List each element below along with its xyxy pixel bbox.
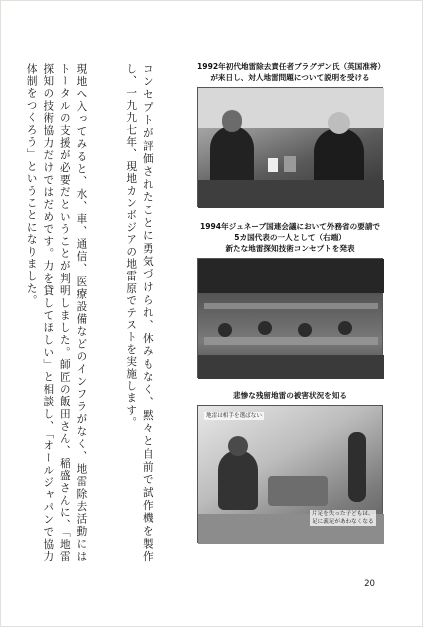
caption-line: 1992年初代地雷除去責任者ブラグデン氏（英国准将） xyxy=(197,62,386,71)
photo-inner-label: 地雷は相手を選ばない xyxy=(206,413,262,419)
photo-floor xyxy=(198,355,384,379)
flag-shape xyxy=(284,156,296,172)
caption-line: 悲惨な残留地雷の被害状況を知る xyxy=(233,391,347,400)
vertical-body-text xyxy=(25,63,189,563)
attendee xyxy=(258,321,272,335)
attendee xyxy=(338,321,352,335)
flag-shape xyxy=(268,158,278,172)
photo-caption xyxy=(197,390,383,401)
photo-column xyxy=(197,61,386,543)
person-head xyxy=(328,112,350,134)
child-figure xyxy=(218,450,258,510)
caption-line: 1994年ジュネーブ国連会議において外務省の要請で xyxy=(199,222,381,231)
photo-caption xyxy=(197,221,383,254)
caption-line: が来日し、対人地雷問題について説明を受ける xyxy=(210,73,370,82)
attendee xyxy=(298,323,312,337)
person-silhouette xyxy=(210,126,254,186)
meeting-photo xyxy=(197,87,383,207)
conference-photo xyxy=(197,258,383,378)
child-head xyxy=(228,436,248,456)
landmine-victims-photo xyxy=(197,405,383,543)
conference-desk xyxy=(204,303,378,309)
photo-inner-label: 片足を失った子どもは、 足に義足があわなくなる xyxy=(312,511,374,525)
person-head xyxy=(222,110,242,132)
person-silhouette xyxy=(314,128,364,186)
photo-table xyxy=(198,180,384,208)
photo-caption xyxy=(197,61,386,83)
photo-ceiling xyxy=(198,259,384,293)
crutch-child-figure xyxy=(348,432,366,502)
body-paragraph: コンセプトが評価されたことに勇気づけられ、休みもなく、黙々と自前で試作機を製作し、一九九七年、現地カンボジアの地雷原でテストを実施します。 xyxy=(125,63,154,563)
page-number: 20 xyxy=(364,579,375,589)
body-paragraph: 現地へ入ってみると、水、車、通信、医療設備などのインフラがなく、地雷除去活動にはトータルの支援が必要だということが判明しました。師匠の飯田さん、稲盛さんに、「地雷探知の技術協力だけではだめです。力を貸してほしい」と相談し、「オールジャパンで協力体制をつくろう」ということになりました。 xyxy=(25,63,88,563)
prosthetic-legs xyxy=(268,476,328,506)
attendee xyxy=(218,323,232,337)
caption-line: 5カ国代表の一人として（右端） xyxy=(234,233,346,242)
conference-desk xyxy=(204,337,378,345)
caption-line: 新たな地雷探知技術コンセプトを発表 xyxy=(225,244,355,253)
